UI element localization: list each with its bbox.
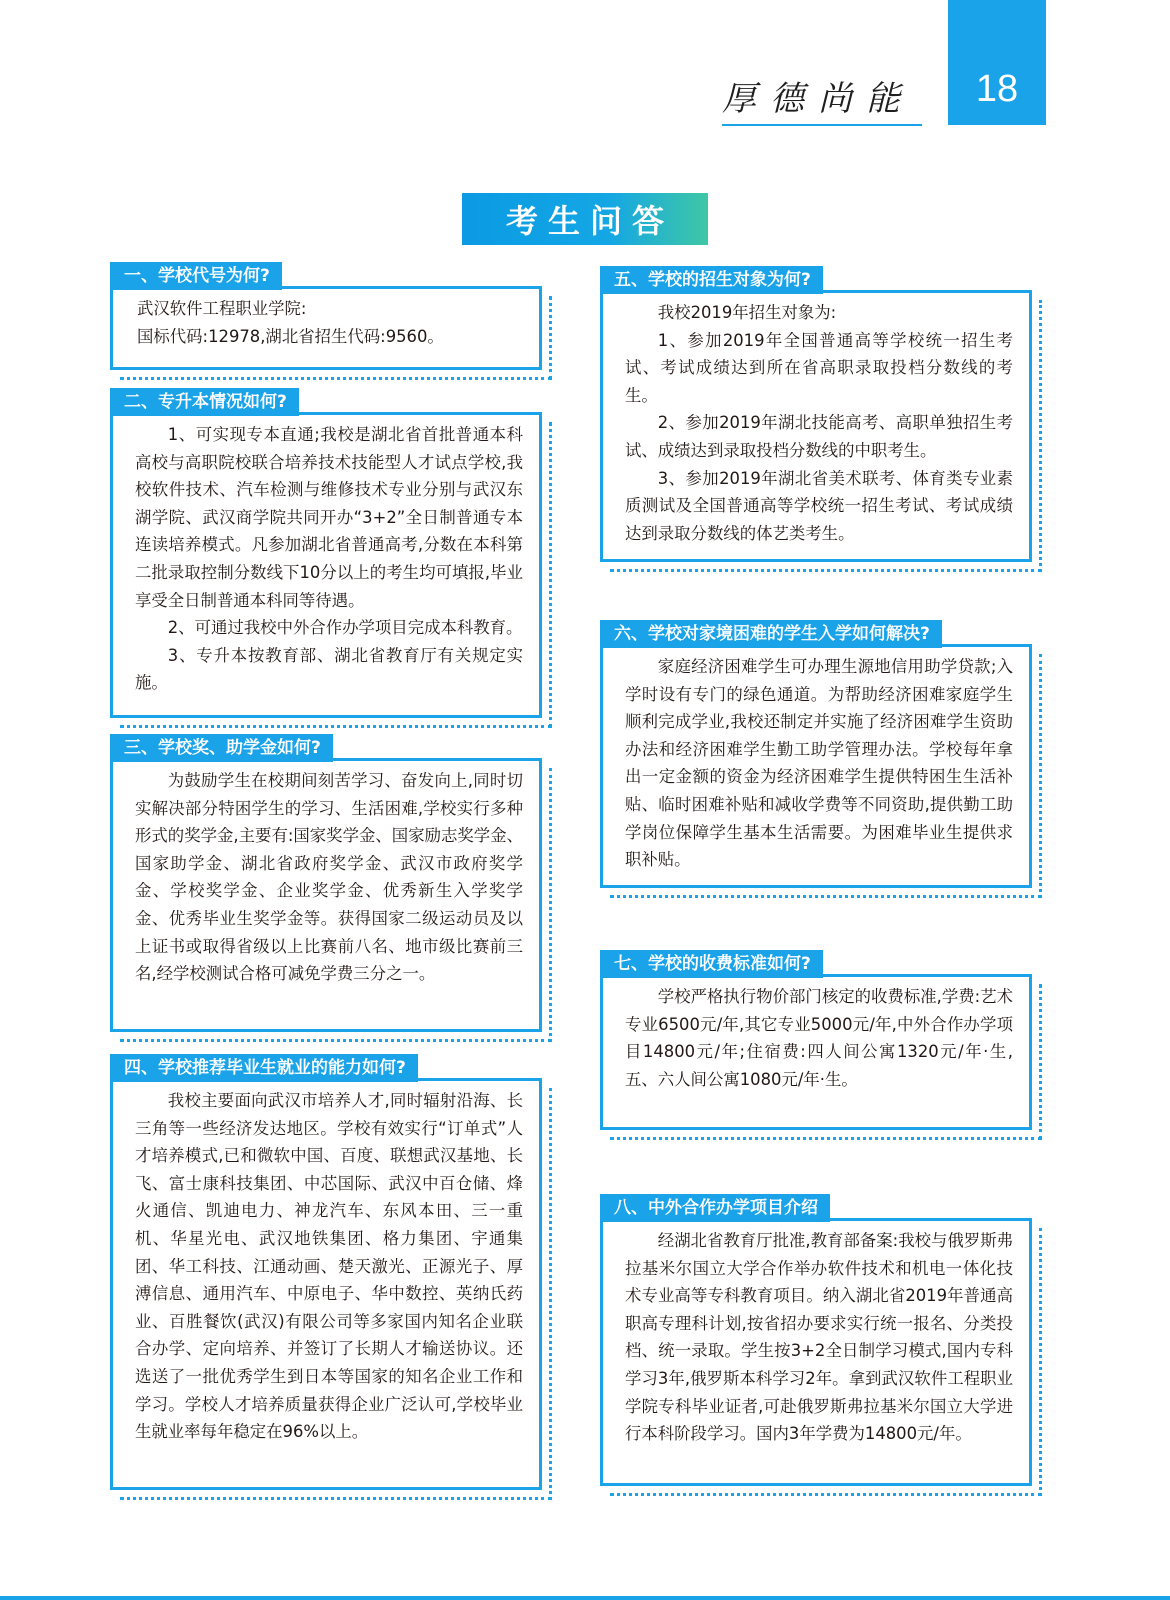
paragraph: 学校严格执行物价部门核定的收费标准,学费:艺术专业6500元/年,其它专业5000元/年,中外合作办学项目14800元/年;住宿费:四人间公寓1320元/年·生,五、六人间公寓1080元/年·生。 <box>625 987 1013 1089</box>
qa-section-4 <box>110 1054 542 1490</box>
qa-title: 八、中外合作办学项目介绍 <box>600 1194 830 1222</box>
paragraph: 我校2019年招生对象为: <box>657 303 837 322</box>
paragraph: 我校主要面向武汉市培养人才,同时辐射沿海、长三角等一些经济发达地区。学校有效实行“订单式”人才培养模式,已和微软中国、百度、联想武汉基地、长飞、富士康科技集团、中芯国际、武汉中百仓储、烽火通信、凯迪电力、神龙汽车、东风本田、三一重机、华星光电、武汉地铁集团、格力集团、宇通集团、华工科技、江通动画、楚天激光、正源光子、厚溥信息、通用汽车、中原电子、华中数控、英纳氏药业、百胜餐饮(武汉)有限公司等多家国内知名企业联合办学、定向培养、并签订了长期人才输送协议。还选送了一批优秀学生到日本等国家的知名企业工作和学习。学校人才培养质量获得企业广泛认可,学校毕业生就业率每年稳定在96%以上。 <box>135 1091 523 1442</box>
paragraph: 武汉软件工程职业学院: <box>137 299 307 318</box>
qa-title: 三、学校奖、助学金如何? <box>110 734 333 762</box>
qa-section-3 <box>110 734 542 1032</box>
qa-title: 七、学校的收费标准如何? <box>600 950 823 978</box>
qa-section-7 <box>600 950 1032 1130</box>
paragraph: 2、可通过我校中外合作办学项目完成本科教育。 <box>167 618 523 638</box>
paragraph: 2、参加2019年湖北技能高考、高职单独招生考试、成绩达到录取投档分数线的中职考生。 <box>625 413 1013 460</box>
paragraph: 为鼓励学生在校期间刻苦学习、奋发向上,同时切实解决部分特困学生的学习、生活困难,学校实行多种形式的奖学金,主要有:国家奖学金、国家励志奖学金、国家助学金、湖北省政府奖学金、武汉市政府奖学金、学校奖学金、企业奖学金、优秀新生入学奖学金、优秀毕业生奖学金等。获得国家二级运动员及以上证书或取得省级以上比赛前八名、地市级比赛前三名,经学校测试合格可减免学费三分之一。 <box>135 771 523 984</box>
qa-section-1 <box>110 262 542 370</box>
qa-section-5 <box>600 266 1032 562</box>
qa-body <box>600 1218 1032 1486</box>
qa-section-2 <box>110 388 542 718</box>
section-banner: 考生问答 <box>462 193 708 245</box>
motto-underline <box>722 124 922 126</box>
qa-body <box>600 974 1032 1130</box>
qa-body <box>600 644 1032 888</box>
qa-body <box>110 286 542 370</box>
qa-section-6 <box>600 620 1032 888</box>
qa-section-8 <box>600 1194 1032 1486</box>
paragraph: 1、参加2019年全国普通高等学校统一招生考试、考试成绩达到所在省高职录取投档分数线的考生。 <box>625 330 1013 405</box>
qa-title: 二、专升本情况如何? <box>110 388 299 416</box>
page-number: 18 <box>948 0 1046 125</box>
qa-title: 六、学校对家境困难的学生入学如何解决? <box>600 620 942 648</box>
paragraph: 3、专升本按教育部、湖北省教育厅有关规定实施。 <box>135 645 523 693</box>
paragraph: 家庭经济困难学生可办理生源地信用助学贷款;入学时设有专门的绿色通道。为帮助经济困难家庭学生顺利完成学业,我校还制定并实施了经济困难学生资助办法和经济困难学生勤工助学管理办法。学校每年拿出一定金额的资金为经济困难学生提供特困生生活补贴、临时困难补贴和减收学费等不同资助,提供勤工助学岗位保障学生基本生活需要。为困难毕业生提供求职补贴。 <box>625 657 1013 870</box>
qa-body <box>110 758 542 1032</box>
bottom-bar <box>0 1596 1170 1600</box>
paragraph: 1、可实现专本直通;我校是湖北省首批普通本科高校与高职院校联合培养技术技能型人才试点学校,我校软件技术、汽车检测与维修技术专业分别与武汉东湖学院、武汉商学院共同开办“3+2”全日制普通专本连读培养模式。凡参加湖北省普通高考,分数在本科第二批录取控制分数线下10分以上的考生均可填报,毕业享受全日制普通本科同等待遇。 <box>135 425 523 610</box>
qa-title: 一、学校代号为何? <box>110 262 282 290</box>
qa-body <box>600 290 1032 562</box>
paragraph: 国标代码:12978,湖北省招生代码:9560。 <box>137 326 444 346</box>
qa-body <box>110 1078 542 1490</box>
qa-title: 五、学校的招生对象为何? <box>600 266 823 294</box>
qa-body <box>110 412 542 718</box>
paragraph: 经湖北省教育厅批准,教育部备案:我校与俄罗斯弗拉基米尔国立大学合作举办软件技术和机电一体化技术专业高等专科教育项目。纳入湖北省2019年普通高职高专理科计划,按省招办要求实行统一报名、分类投档、统一录取。学生按3+2全日制学习模式,国内专科学习3年,俄罗斯本科学习2年。拿到武汉软件工程职业学院专科毕业证者,可赴俄罗斯弗拉基米尔国立大学进行本科阶段学习。国内3年学费为14800元/年。 <box>625 1231 1013 1444</box>
qa-title: 四、学校推荐毕业生就业的能力如何? <box>110 1054 418 1082</box>
paragraph: 3、参加2019年湖北省美术联考、体育类专业素质测试及全国普通高等学校统一招生考试、考试成绩达到录取分数线的体艺类考生。 <box>625 468 1013 543</box>
motto: 厚德尚能 <box>722 79 914 119</box>
